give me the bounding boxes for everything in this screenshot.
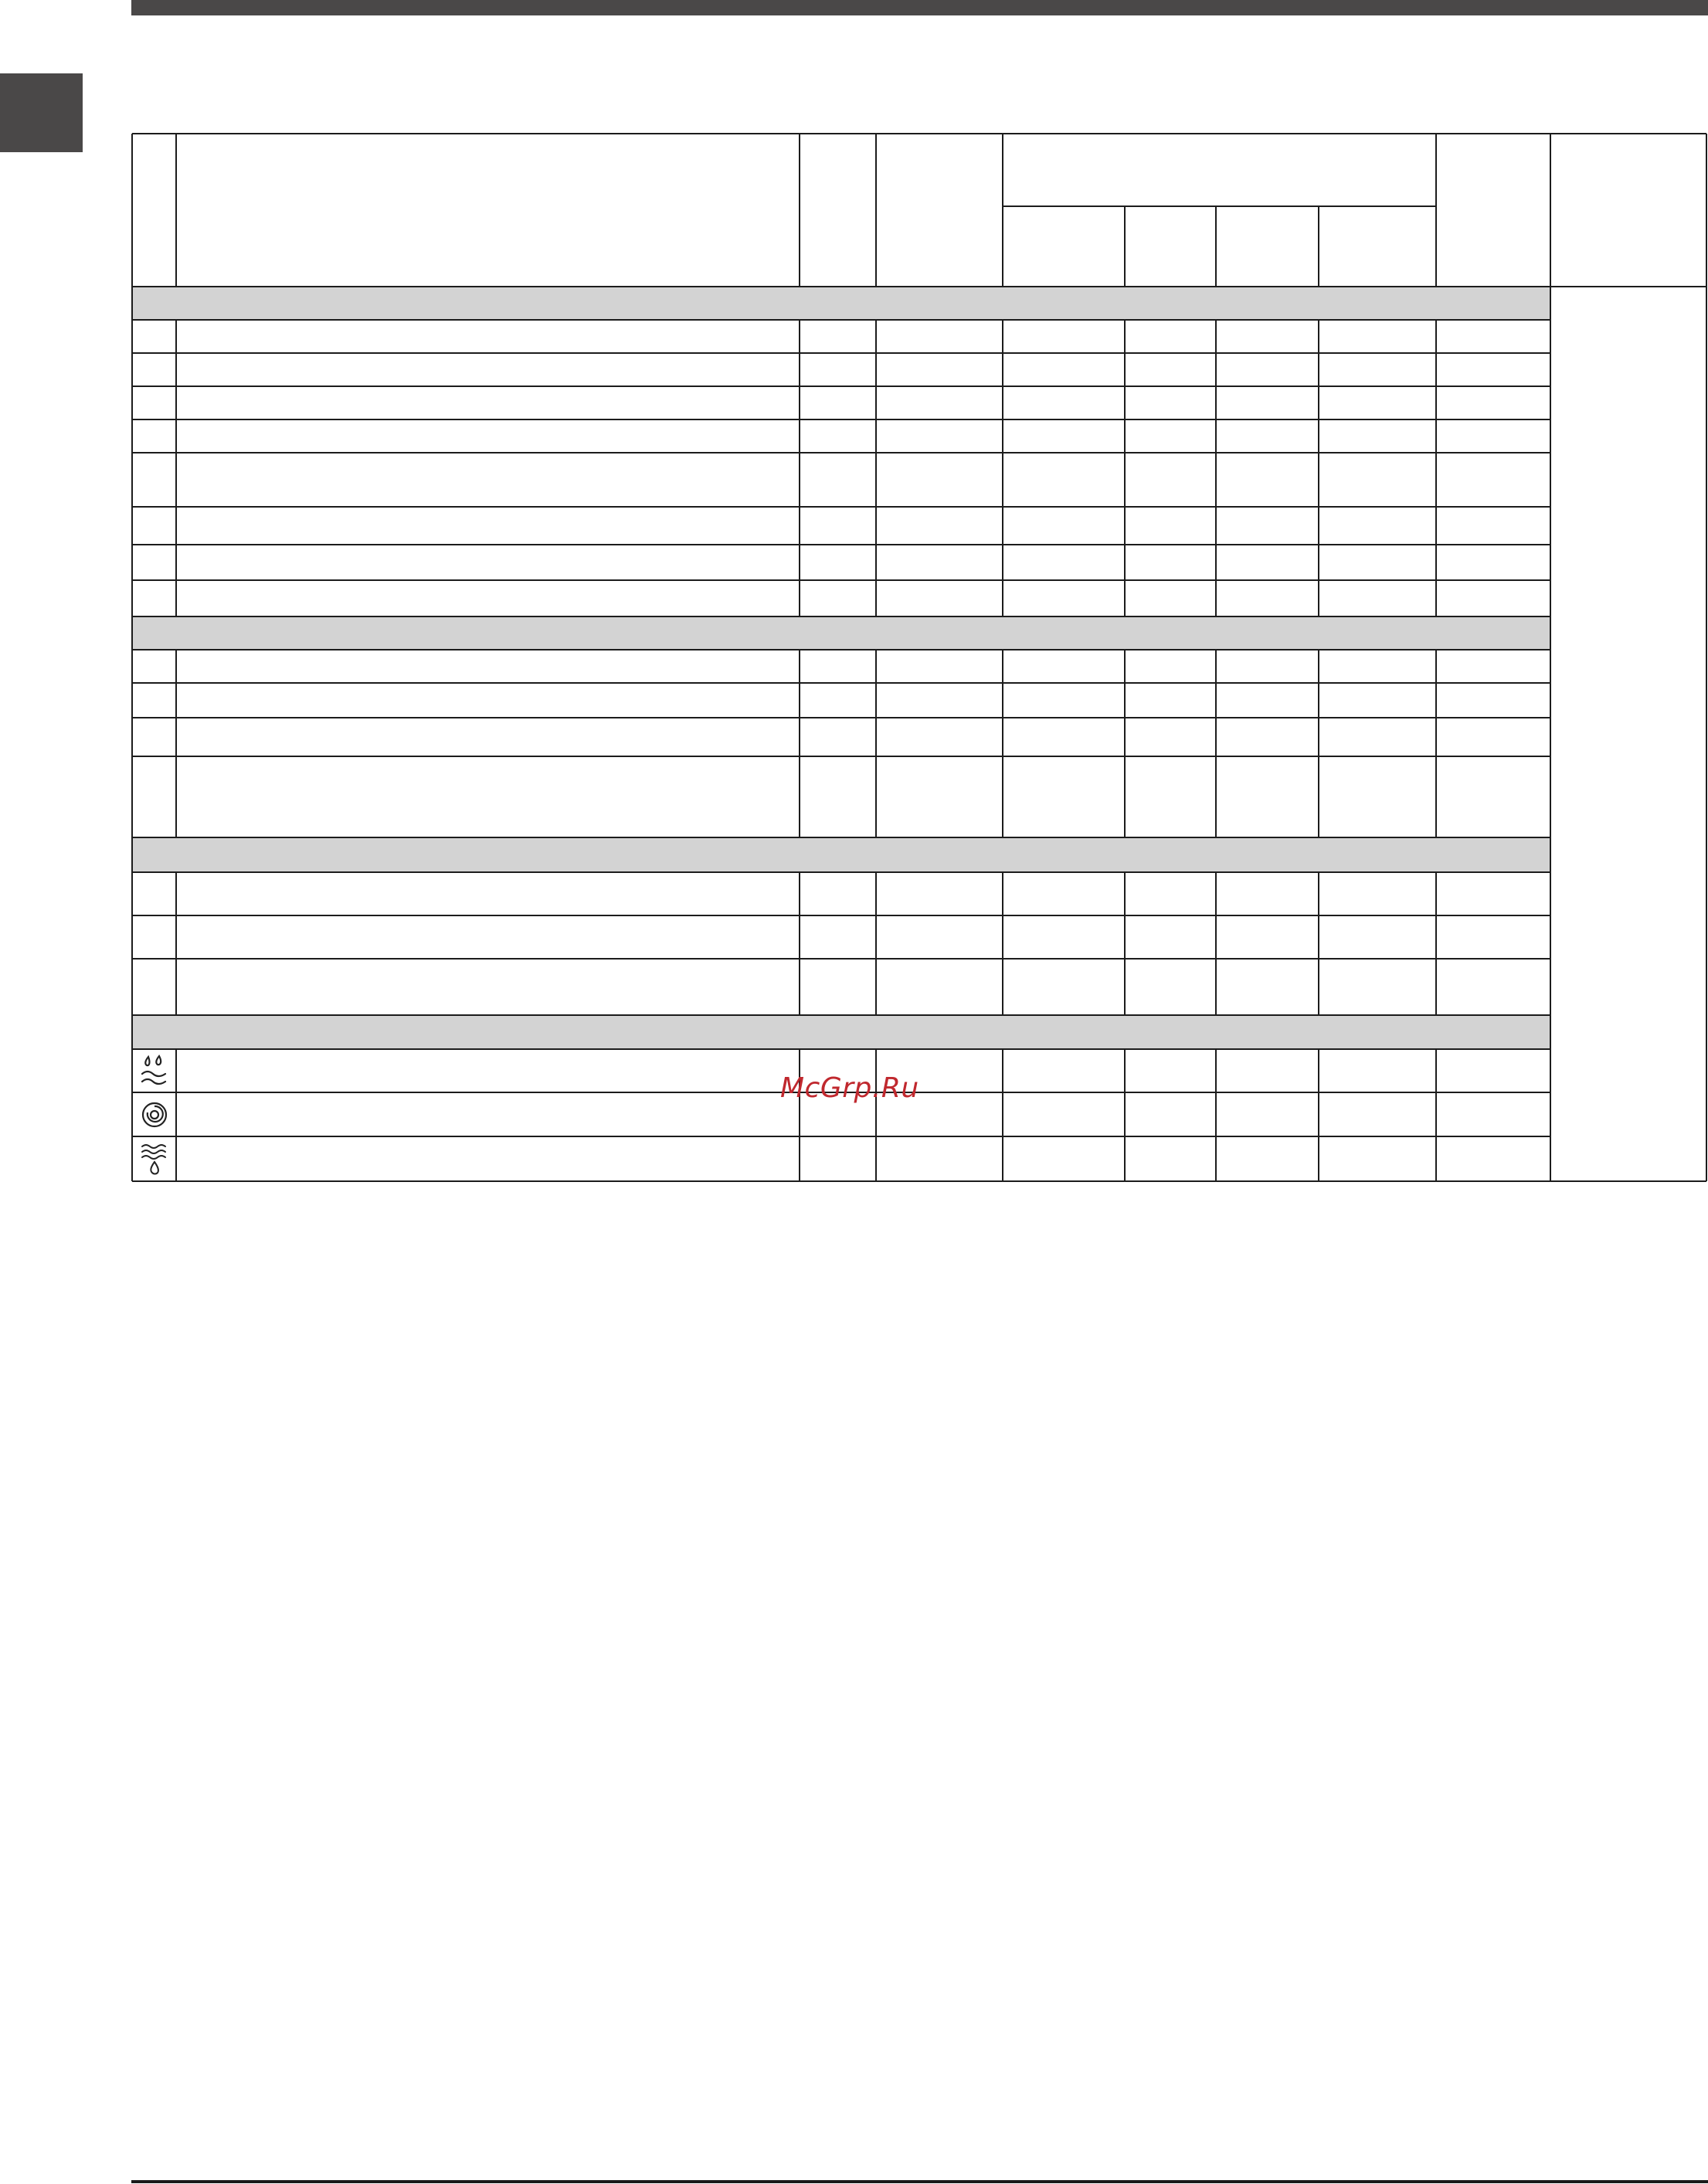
drain-icon — [139, 1142, 170, 1177]
watermark-text: McGrp.Ru — [780, 1072, 919, 1104]
section-band-2 — [132, 616, 1550, 650]
section-band-4 — [132, 1015, 1550, 1049]
spin-icon — [139, 1099, 170, 1131]
rinse-icon — [139, 1054, 170, 1088]
bottom-rule — [131, 2180, 1708, 2183]
section-band-1 — [132, 287, 1550, 320]
section-band-3 — [132, 837, 1550, 872]
body-columns — [176, 320, 1436, 1181]
